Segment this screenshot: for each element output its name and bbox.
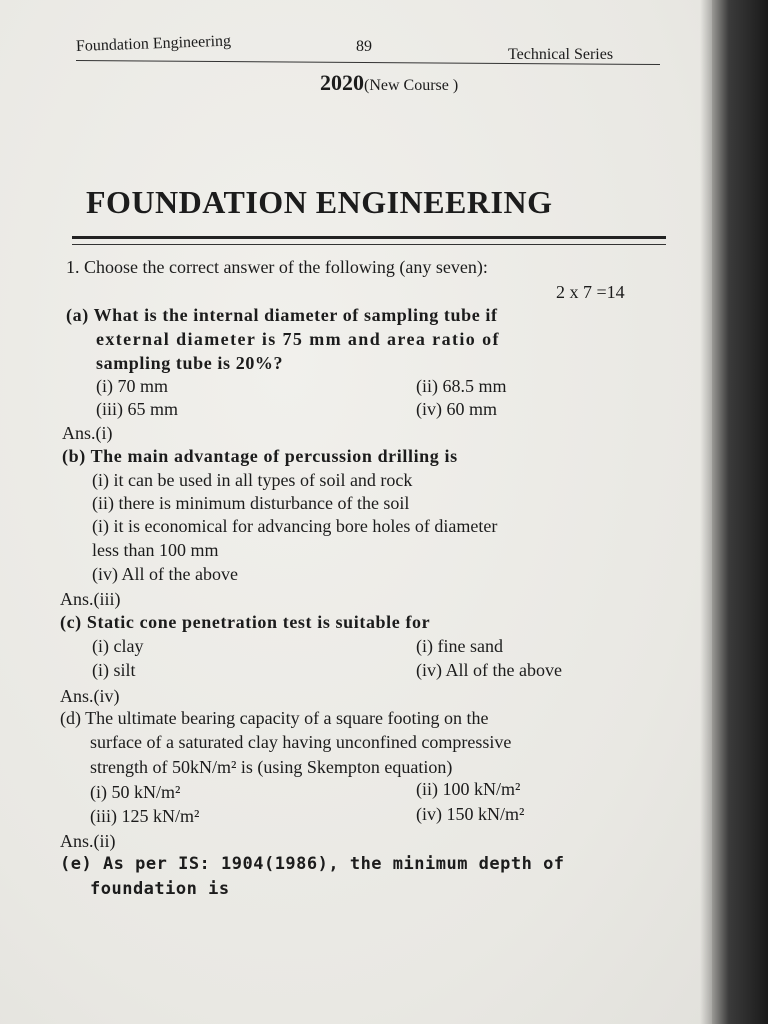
question-d-line-1: (d) The ultimate bearing capacity of a square footing on the [60, 708, 489, 728]
question-a-line-3: sampling tube is 20%? [96, 353, 284, 373]
question-d-answer: Ans.(ii) [60, 831, 116, 851]
question-c-option-2: (i) fine sand [416, 636, 503, 656]
question-b-line-1: (b) The main advantage of percussion drilling is [62, 446, 458, 466]
question-c-option-3: (i) silt [92, 660, 136, 680]
question-b-option-4: (iv) All of the above [92, 564, 238, 584]
book-spine-edge [712, 0, 768, 1024]
exam-year [320, 70, 458, 96]
question-d-option-3: (iii) 125 kN/m² [90, 806, 200, 826]
page-edge-shadow [700, 0, 712, 1024]
question-d-option-2: (ii) 100 kN/m² [416, 779, 521, 799]
question-d-option-4: (iv) 150 kN/m² [416, 804, 525, 824]
running-header-series: Technical Series [508, 46, 614, 63]
question-e-line-2: foundation is [90, 879, 230, 899]
running-header-subject: Foundation Engineering [75, 32, 232, 55]
question-a-option-2: (ii) 68.5 mm [416, 376, 507, 396]
question-a-option-4: (iv) 60 mm [416, 399, 497, 419]
question-d-line-3: strength of 50kN/m² is (using Skempton equation) [90, 757, 453, 777]
course-label: (New Course ) [364, 77, 459, 94]
marks-allocation: 2 x 7 =14 [556, 282, 625, 302]
question-c-option-1: (i) clay [92, 636, 144, 656]
question-c-option-4: (iv) All of the above [416, 660, 562, 680]
question-b-option-1: (i) it can be used in all types of soil and rock [92, 470, 413, 490]
question-d-option-1: (i) 50 kN/m² [90, 782, 181, 802]
question-b-option-3-line-2: less than 100 mm [92, 540, 219, 560]
question-a-line-2: external diameter is 75 mm and area ratio of [96, 329, 500, 349]
question-a-option-3: (iii) 65 mm [96, 399, 178, 419]
chapter-title: FOUNDATION ENGINEERING [86, 184, 553, 220]
title-rule-thick [72, 236, 666, 239]
question-a-line-1: (a) What is the internal diameter of sampling tube if [66, 305, 498, 325]
question-d-line-2: surface of a saturated clay having unconfined compressive [90, 732, 512, 752]
question-a-answer: Ans.(i) [62, 423, 113, 443]
year-number: 2020 [320, 70, 364, 95]
page-number: 89 [356, 38, 372, 55]
question-c-line-1: (c) Static cone penetration test is suitable for [60, 612, 431, 632]
question-b-option-3-line-1: (i) it is economical for advancing bore holes of diameter [92, 516, 498, 536]
question-b-option-2: (ii) there is minimum disturbance of the soil [92, 493, 410, 513]
question-b-answer: Ans.(iii) [60, 589, 121, 609]
question-e-line-1: (e) As per IS: 1904(1986), the minimum depth of [60, 854, 565, 874]
title-rule-thin [72, 244, 666, 245]
question-c-answer: Ans.(iv) [60, 686, 120, 706]
question-instruction: 1. Choose the correct answer of the following (any seven): [66, 257, 488, 277]
question-a-option-1: (i) 70 mm [96, 376, 168, 396]
